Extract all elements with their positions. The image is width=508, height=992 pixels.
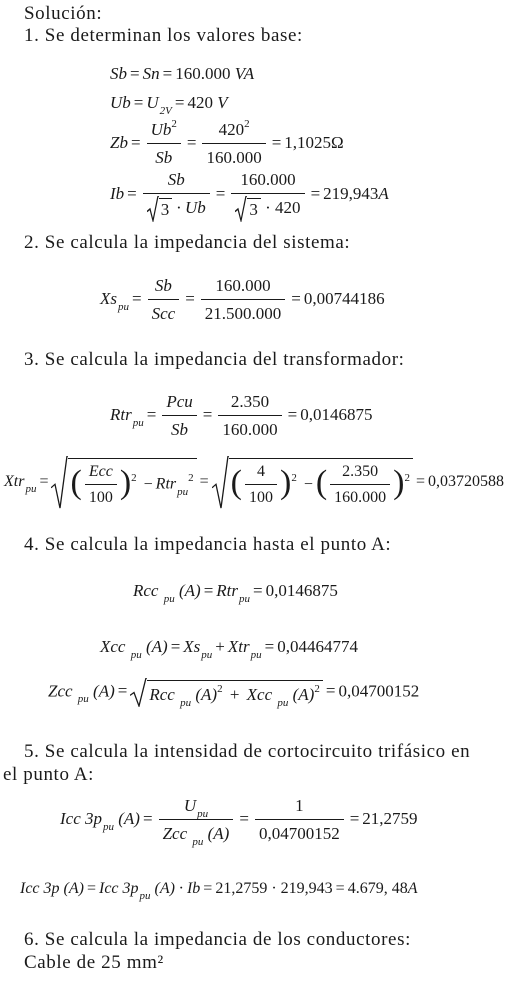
equation-rcc-pu: Rcc $_{pu}$ (A) = Rtr$_{pu}$ = 0,0146875 [133, 581, 338, 605]
equation-zcc-pu: Zcc $_{pu}$ (A) = Rcc $_{pu}$ $(A)^2$ + Xcc $_{pu}$ $(A)^2 = 0,04700152$ [48, 680, 419, 705]
equation-ub: $Ub = U_{2V} = 420$ V [110, 93, 228, 117]
heading-step-5-line-2: el punto A: [3, 764, 95, 785]
equation-ib: Ib = $\frac{Sb}{3 \cdot Ub}$ = $\frac{160.000}{3 \cdot 420}$ = 219,943A [110, 170, 389, 220]
equation-xs-pu: $Xs_{pu}$ = $\frac{Sb}{\text{Scc}}$ = $\frac{160.000}{21.500.000}$ = 0,00744186 [100, 276, 385, 323]
equation-rtr-pu: Rtr$_{pu}$ = $\frac{\text{Pcu}}{Sb}$ = $\frac{2.350}{160.000}$ = 0,0146875 [110, 392, 373, 439]
heading-step-2: 2. Se calcula la impedancia del sistema: [24, 232, 351, 253]
heading-step-6: 6. Se calcula la impedancia de los conductores: [24, 929, 411, 950]
equation-xcc-pu: Xcc $_{pu}$ $(A) = Xs_{pu} + Xtr_{pu} = 0,04464774$ [100, 637, 358, 661]
equation-sb: Sb = Sn = 160.000 VA [110, 64, 255, 83]
heading-step-5-line-1: 5. Se calcula la intensidad de cortocircuito trifásico en [24, 741, 471, 762]
heading-solucion: Solución: [24, 3, 103, 24]
equation-icc-pu: Icc $3p_{pu}$ (A) = $\frac{U_{pu}}{Zcc _{pu} (A)}$ = $\frac{1}{0,04700152}$ = 21,2759 [60, 796, 418, 848]
heading-step-4: 4. Se calcula la impedancia hasta el punto A: [24, 534, 392, 555]
heading-step-3: 3. Se calcula la impedancia del transformador: [24, 349, 405, 370]
cable-label: Cable de 25 mm² [24, 952, 164, 973]
equation-icc: Icc 3p (A) = Icc $3p_{pu}$ (A) · Ib = 21,2759 · 219,943 = 4.679, 48A [20, 880, 418, 902]
equation-xtr-pu: Xtr$_{pu}$ = ( $\frac{\text{Ecc}}{100}$ )$^2$ − Rtr$_{pu}^2$ = ( $\frac{4}{100}$ )$^2$ −( $\frac{2.350}{160.000}$ )$^2$ = 0,03720588 [4, 458, 504, 507]
heading-step-1: 1. Se determinan los valores base: [24, 25, 303, 46]
equation-zb: Zb = $\frac{Ub^2}{Sb}$ = $\frac{420^2}{160.000}$ = 1,1025Ω [110, 118, 344, 167]
